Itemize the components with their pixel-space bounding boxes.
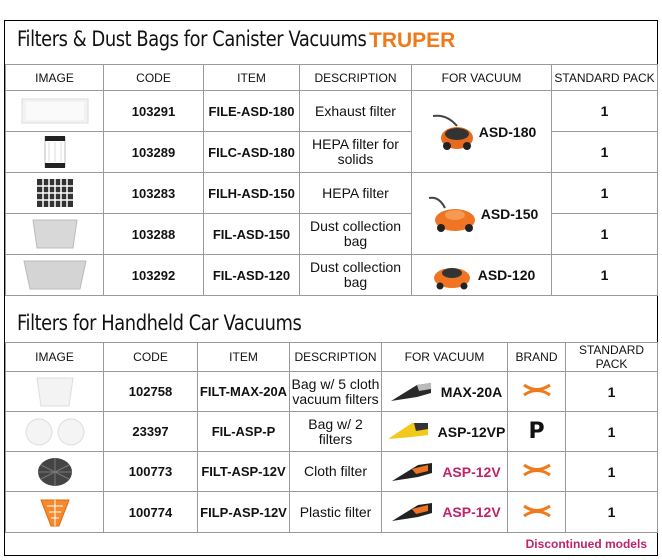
header-code: CODE (104, 65, 204, 91)
brand-cell (508, 452, 566, 492)
discontinued-footnote: Discontinued models (525, 537, 647, 551)
plastic-filter-icon (35, 494, 75, 530)
standard-pack: 1 (566, 492, 658, 533)
header-for-vacuum: FOR VACUUM (382, 343, 508, 372)
table-row (6, 452, 658, 492)
product-code: 102758 (104, 372, 198, 412)
standard-pack: 1 (552, 173, 658, 214)
canister-filters-table (5, 64, 658, 296)
product-item: FILC-ASD-180 (204, 132, 300, 173)
table-row (6, 173, 658, 214)
header-image: IMAGE (6, 65, 104, 91)
product-item: FILE-ASD-180 (204, 91, 300, 132)
brand-cell (508, 492, 566, 533)
vacuum-cell (382, 452, 508, 492)
table-row (6, 91, 658, 132)
product-description: Dust collection bag (300, 214, 412, 255)
table-row (6, 214, 658, 255)
product-code: 100774 (104, 492, 198, 533)
product-description: Dust collection bag (300, 255, 412, 296)
product-item: FIL-ASD-150 (204, 214, 300, 255)
product-description: Bag w/ 5 cloth vacuum filters (290, 372, 382, 412)
vacuum-model: ASD-150 (480, 205, 539, 222)
table-row (6, 255, 658, 296)
cloth-filter-bag-icon (29, 375, 81, 409)
standard-pack: 1 (552, 214, 658, 255)
brand-cell (508, 372, 566, 412)
header-item: ITEM (198, 343, 290, 372)
handheld-vacuum-icon (384, 417, 432, 447)
vacuum-model: MAX-20A (440, 383, 503, 400)
standard-pack: 1 (552, 91, 658, 132)
product-image (6, 132, 104, 173)
truper-brand: TRUPER (369, 29, 456, 52)
product-code: 103288 (104, 214, 204, 255)
canister-vacuum-icon (428, 258, 474, 292)
product-code: 23397 (104, 412, 198, 452)
vacuum-cell (382, 412, 508, 452)
handheld-vacuum-icon (387, 377, 435, 407)
vacuum-model: ASD-180 (478, 123, 537, 140)
canister-vacuum-icon (427, 112, 475, 152)
canister-vacuum-icon (425, 194, 477, 234)
vacuum-cell (412, 91, 552, 173)
product-image (6, 492, 104, 533)
vacuum-cell (382, 372, 508, 412)
table-row (6, 372, 658, 412)
product-code: 103283 (104, 173, 204, 214)
header-image: IMAGE (6, 343, 104, 372)
standard-pack: 1 (552, 132, 658, 173)
truper-logo-icon (522, 503, 552, 519)
catalog-sheet (4, 20, 658, 556)
product-description: HEPA filter for solids (300, 132, 412, 173)
product-item: FIL-ASD-120 (204, 255, 300, 296)
product-description: Exhaust filter (300, 91, 412, 132)
handheld-filters-table (5, 342, 658, 533)
brand-p-logo: P (528, 419, 545, 444)
handheld-vacuum-icon (388, 497, 436, 527)
product-image (6, 412, 104, 452)
header-description: DESCRIPTION (290, 343, 382, 372)
handheld-vacuum-icon (388, 457, 436, 487)
section1-title: Filters & Dust Bags for Canister Vacuums (17, 27, 367, 51)
vacuum-cell (382, 492, 508, 533)
header-standard-pack: STANDARD PACK (566, 343, 658, 372)
mesh-filter-icon (33, 455, 77, 489)
product-item: FILH-ASD-150 (204, 173, 300, 214)
standard-pack: 1 (552, 255, 658, 296)
vacuum-model: ASP-12VP (437, 423, 506, 440)
header-for-vacuum: FOR VACUUM (412, 65, 552, 91)
header-code: CODE (104, 343, 198, 372)
standard-pack: 1 (566, 372, 658, 412)
product-description: Cloth filter (290, 452, 382, 492)
product-description: HEPA filter (300, 173, 412, 214)
product-image (6, 214, 104, 255)
table-header-row (6, 343, 658, 372)
vacuum-cell (412, 255, 552, 296)
dust-bag-icon (20, 257, 90, 293)
vacuum-cell (412, 173, 552, 255)
product-image (6, 372, 104, 412)
product-code: 103291 (104, 91, 204, 132)
product-code: 103289 (104, 132, 204, 173)
table-row (6, 132, 658, 173)
standard-pack: 1 (566, 452, 658, 492)
product-item: FILT-MAX-20A (198, 372, 290, 412)
header-description: DESCRIPTION (300, 65, 412, 91)
standard-pack: 1 (566, 412, 658, 452)
header-brand: BRAND (508, 343, 566, 372)
truper-logo-icon (522, 382, 552, 398)
brand-cell (508, 412, 566, 452)
product-code: 100773 (104, 452, 198, 492)
product-description: Bag w/ 2 filters (290, 412, 382, 452)
vacuum-model: ASD-120 (477, 267, 536, 283)
vacuum-model: ASP-12V (442, 504, 501, 520)
product-image (6, 255, 104, 296)
truper-logo-icon (522, 462, 552, 478)
product-item: FILT-ASP-12V (198, 452, 290, 492)
header-standard-pack: STANDARD PACK (552, 65, 658, 91)
product-item: FILP-ASP-12V (198, 492, 290, 533)
product-image (6, 452, 104, 492)
product-image (6, 91, 104, 132)
dust-bag-icon (27, 216, 83, 252)
table-row (6, 492, 658, 533)
product-code: 103292 (104, 255, 204, 296)
table-row (6, 412, 658, 452)
hepa-cylinder-filter-icon (35, 134, 75, 170)
vacuum-model: ASP-12V (442, 463, 501, 480)
header-item: ITEM (204, 65, 300, 91)
round-filters-icon (21, 416, 89, 448)
exhaust-filter-icon (20, 96, 90, 126)
product-item: FIL-ASP-P (198, 412, 290, 452)
hepa-grid-filter-icon (33, 176, 77, 210)
table-header-row (6, 65, 658, 91)
product-description: Plastic filter (290, 492, 382, 533)
product-image (6, 173, 104, 214)
section2-title: Filters for Handheld Car Vacuums (17, 311, 302, 335)
